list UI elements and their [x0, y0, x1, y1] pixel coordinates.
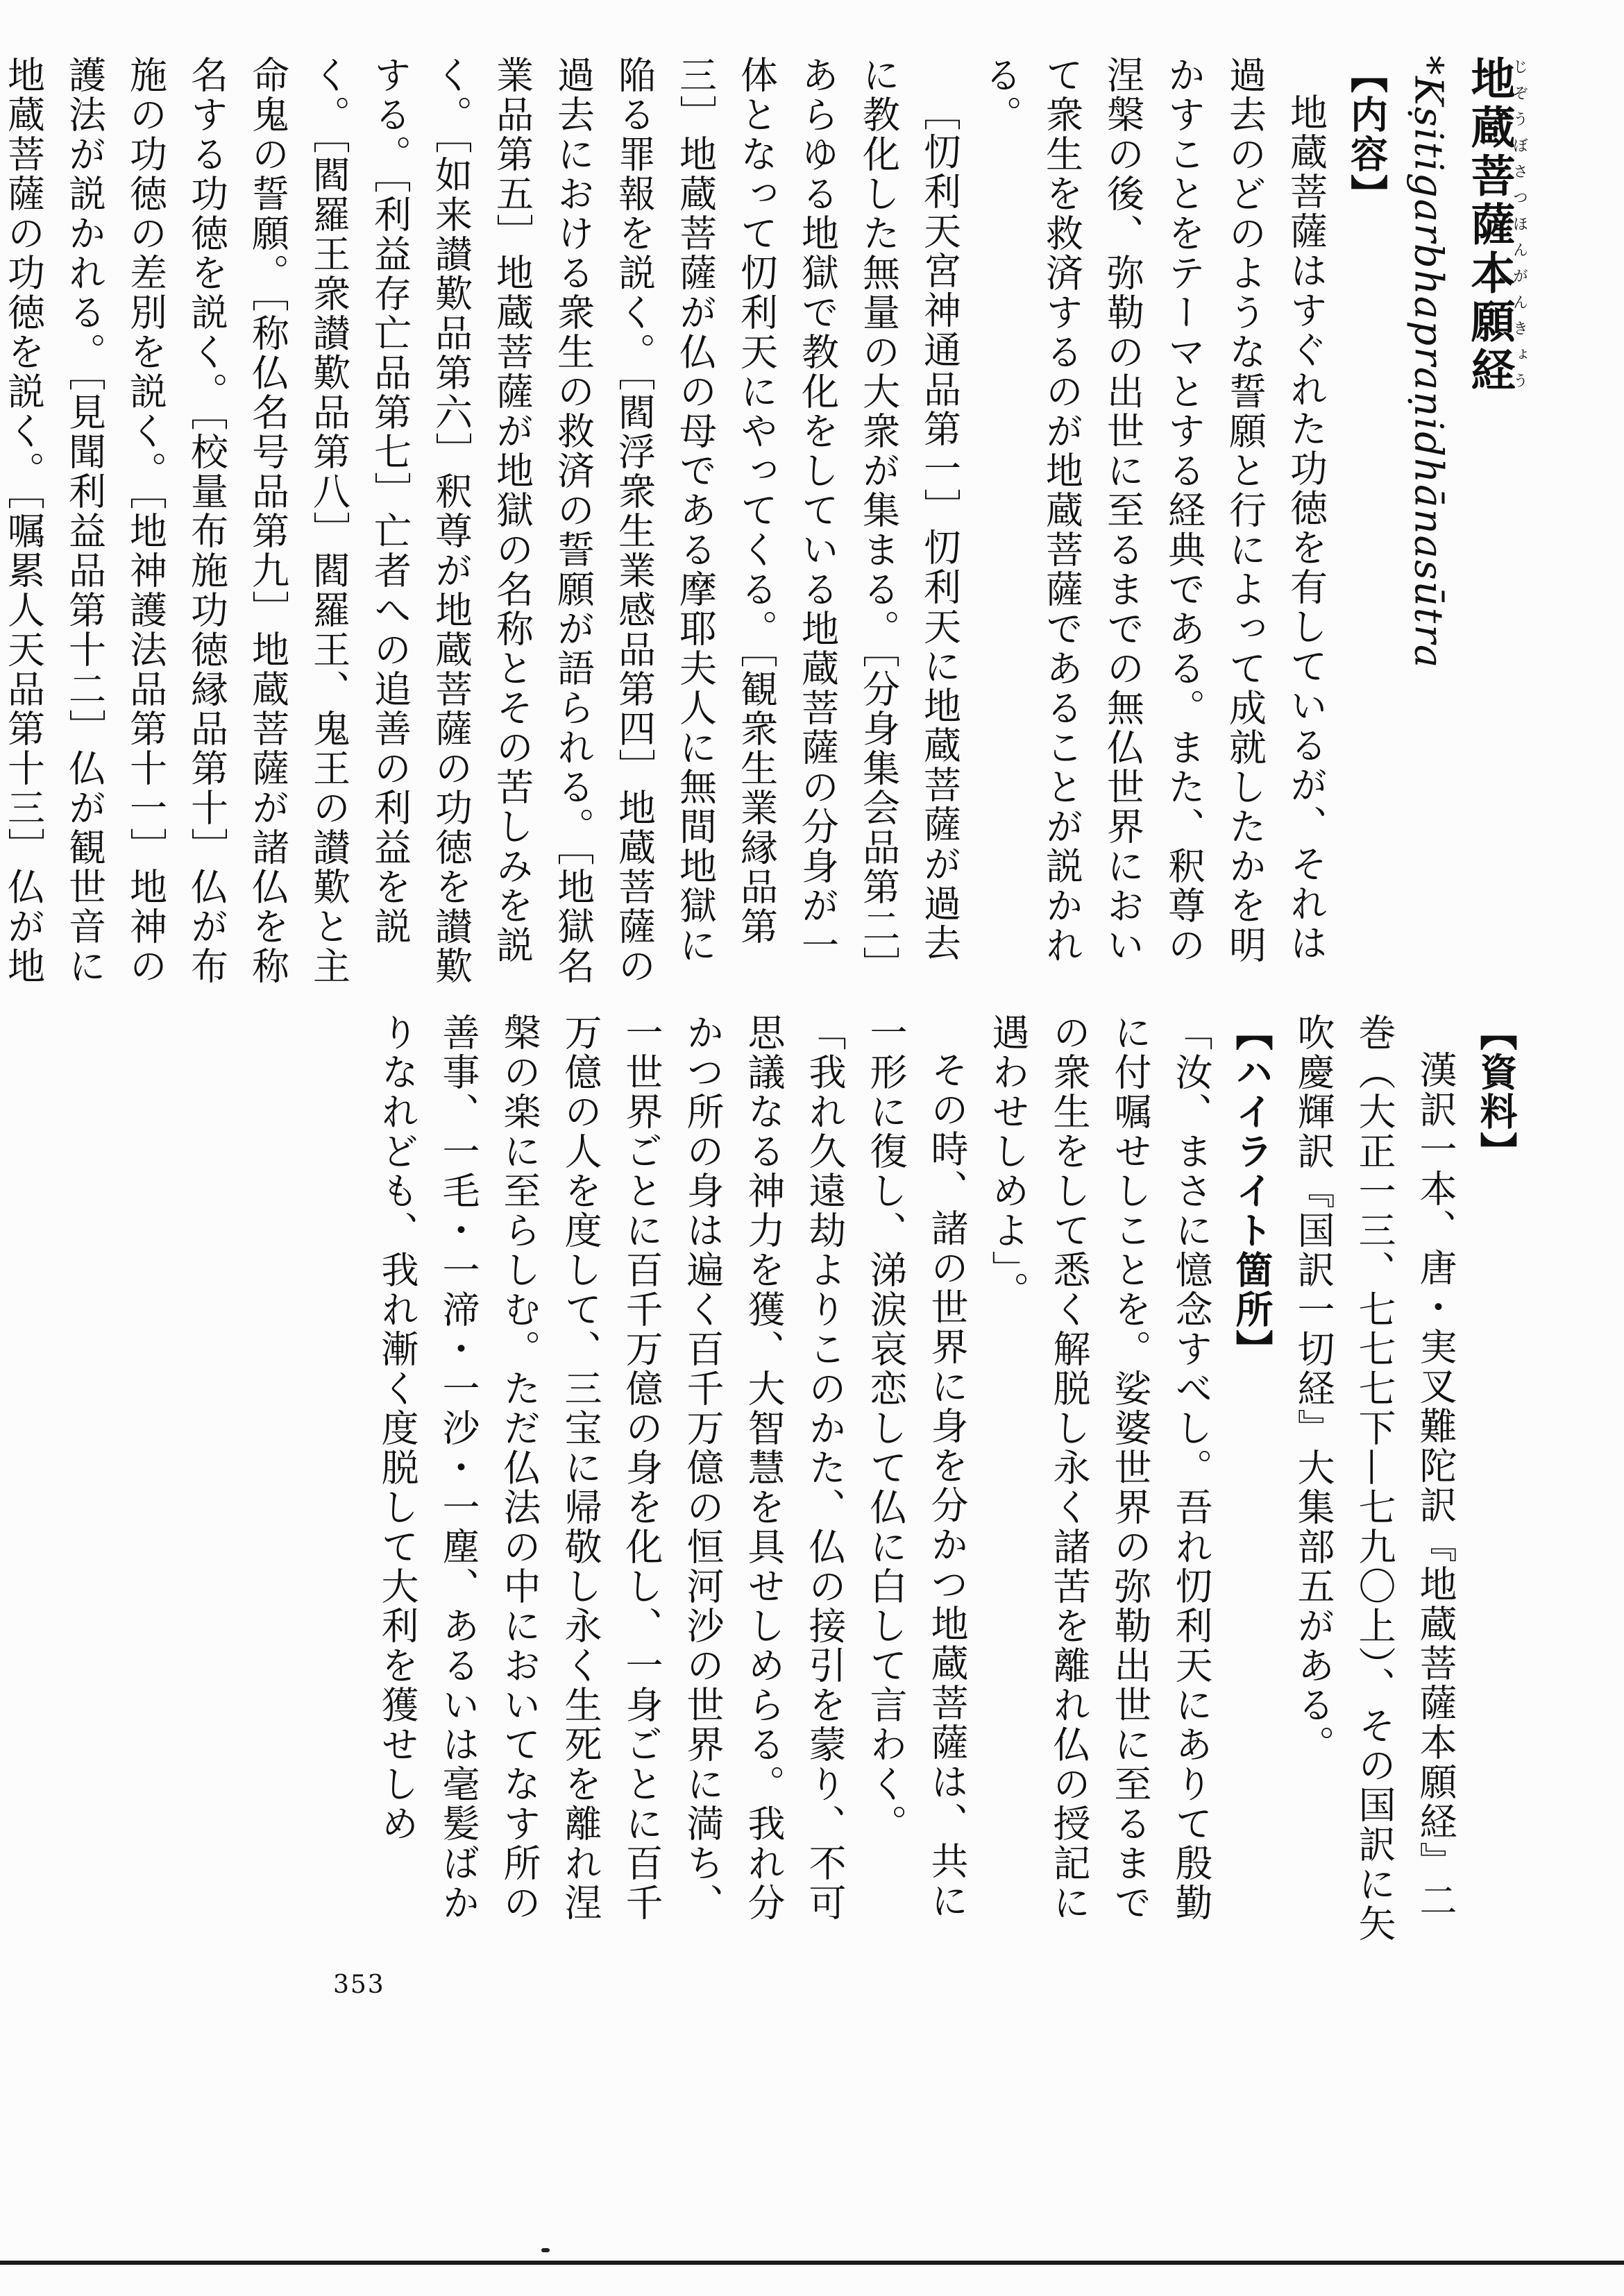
content-paragraph-intro: 地蔵菩薩はすぐれた功徳を有しているが、それは過去のどのような誓願と行によって成就したかを明かすことをテーマとする経典である。また、釈尊の涅槃の後、弥勒の出世に至るまでの無仏世界において衆生を救済するのが地蔵菩薩であることが説かれる。 [979, 56, 1328, 965]
highlight-quote-1: 「汝、まさに憶念すべし。吾れ忉利天にありて殷勤に付嘱せしことを。娑婆世界の弥勒出世に至るまでの衆生をして悉く解脱し永く諸苦を離れ仏の授記に遇わせしめよ」。 [986, 1013, 1213, 1923]
highlight-quote-2: 「我れ久遠劫よりこのかた、仏の接引を蒙り、不可思議なる神力を獲、大智慧を具せしめらる。我れ分かつ所の身は遍く百千万億の恒河沙の世界に満ち、一世界ごとに百千万億の身を化し、一身ごとに百千万億の人を度して、三宝に帰敬し永く生死を離れ涅槃の楽に至らしむ。ただ仏法の中においてなす所の善事、一毛・一渧・一沙・一塵、あるいは毫髪ばかりなれども、我れ漸く度脱して大利を獲せしめ [375, 1013, 847, 1923]
entry-title-with-ruby [1463, 56, 1528, 396]
sources-heading: 【資料】 [1474, 1013, 1519, 1171]
sources-paragraph: 漢訳一本、唐・実叉難陀訳『地蔵菩薩本願経』二巻（大正一三、七七七下—七九〇上）、その国訳に矢吹慶輝訳『国訳一切経』大集部五がある。 [1292, 1013, 1457, 1944]
entry-title [1398, 56, 1528, 992]
entry-title-ruby: じぞうぼさつほんがんきょう [1510, 56, 1528, 396]
upper-text-block [1, 56, 1528, 992]
lower-text-block [153, 1013, 1527, 1950]
content-paragraph-chapters: ［忉利天宮神通品第一］忉利天に地蔵菩薩が過去に教化した無量の大衆が集まる。［分身集会品第二］あらゆる地獄で教化をしている地蔵菩薩の分身が一体となって忉利天にやってくる。［観衆生業縁品第三］地蔵菩薩が仏の母である摩耶夫人に無間地獄に陥る罪報を説く。［閻浮衆生業感品第四］地蔵菩薩の過去における衆生の救済の誓願が語られる。［地獄名業品第五］地蔵菩薩が地獄の名称とその苦しみを説く。［如来讃歎品第六］釈尊が地蔵菩薩の功徳を讃歎する。［利益存亡品第七］亡者への追善の利益を説く。［閻羅王衆讃歎品第八］閻羅王、鬼王の讃歎と主命鬼の誓願。［称仏名号品第九］地蔵菩薩が諸仏を称名する功徳を説く。［校量布施功徳縁品第十］仏が布施の功徳の差別を説く。［地神護法品第十一］地神の護法が説かれる。［見聞利益品第十二］仏が観世音に地蔵菩薩の功徳を説く。［嘱累人天品第十三］仏が地 [1, 56, 962, 986]
content-heading: 【内容】 [1344, 56, 1389, 214]
footer-rule [0, 2261, 1624, 2265]
page-number: 353 [333, 1971, 385, 1999]
entry-title-latin: *Kṣitigarbhapraṇidhānasūtra [1405, 56, 1451, 670]
scan-mark [541, 2248, 550, 2252]
entry-title-text: 地蔵菩薩本願経 [1463, 56, 1516, 396]
highlight-heading: 【ハイライト箇所】 [1230, 1013, 1274, 1369]
highlight-narration: その時、諸の世界に身を分かつ地蔵菩薩は、共に一形に復し、涕涙哀恋して仏に白して言わく。 [864, 1013, 969, 1921]
